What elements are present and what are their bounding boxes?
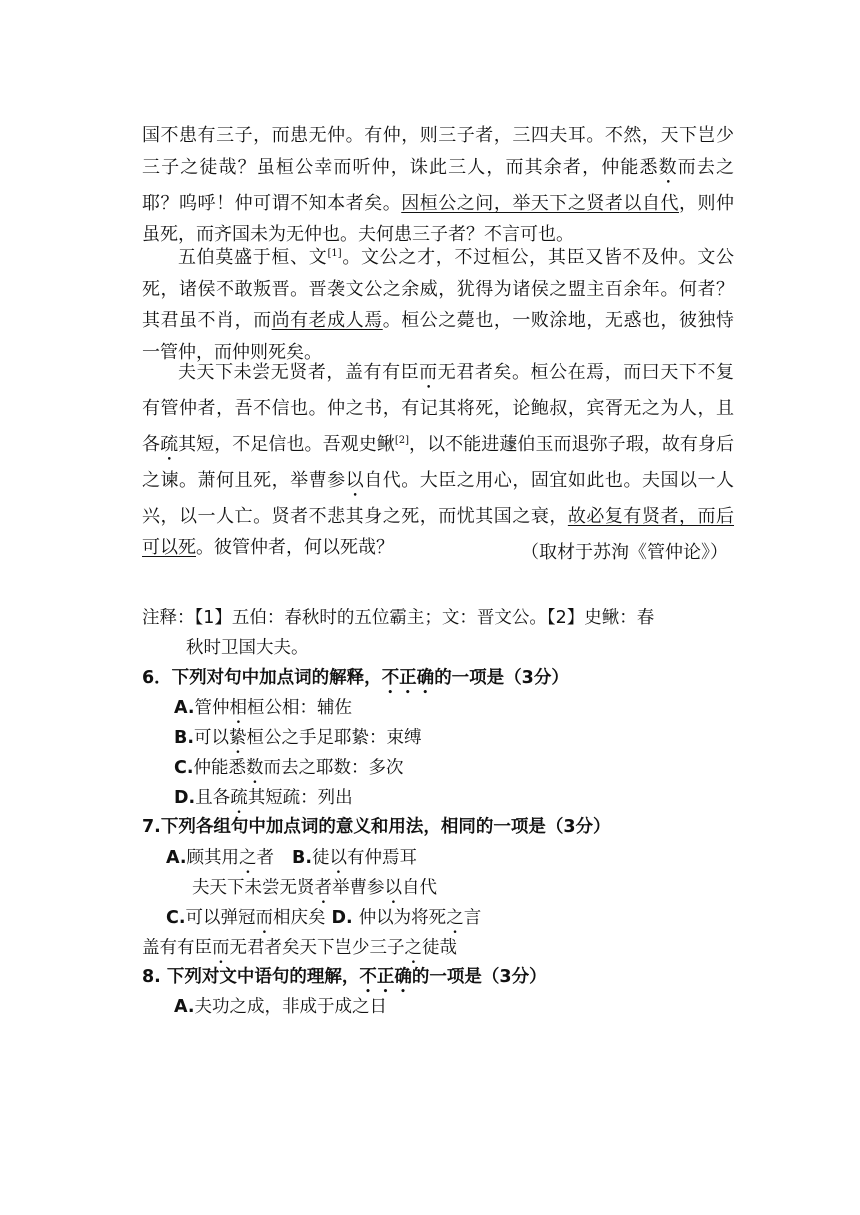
dotted-word: 而 <box>212 938 230 958</box>
text: 。文公之才，不过桓公，其臣又皆不及仲。文公死，诸侯不敢叛晋。晋袭文公之余威，犹得为诸侯之盟主百余年。何者？其君虽不肖，而 <box>142 247 735 332</box>
text: 自代。大臣之用心，固宜如此也。夫国以一人兴，以一人亡。贤者不悲其身之死，而忧其国之衰， <box>142 469 735 527</box>
text: 相庆矣 <box>273 908 326 928</box>
text: 桓公相：辅佐 <box>247 698 353 718</box>
text: 五伯莫盛于桓、文 <box>178 247 328 268</box>
text: 。彼管仲者，何以死哉？ <box>196 537 394 559</box>
dotted-word: 而 <box>255 908 273 928</box>
option-label: A. <box>174 997 195 1017</box>
question-7-stem <box>142 813 611 838</box>
dotted-word: 之 <box>239 848 257 868</box>
dotted-word: 之 <box>404 938 422 958</box>
footnote-marker: [1] <box>327 248 342 259</box>
underlined-sentence: 故必复有贤者，而后可以死 <box>142 505 735 559</box>
text: 无君者矣天下岂少三子 <box>229 938 405 958</box>
text: 徒哉 <box>422 938 457 958</box>
text: 盖有有臣 <box>142 938 212 958</box>
stem-text: 7.下列各组句中加点词的意义和用法，相同的一项是（3分） <box>142 817 611 837</box>
question-7-options-cd <box>166 904 481 938</box>
underlined-sentence: 尚有老成人焉 <box>271 310 383 332</box>
text: 顾其用 <box>186 848 240 868</box>
question-8-option-a <box>174 993 387 1018</box>
text: ，则仲虽死，而齐国未为无仲也。夫何患三子者？不言可也。 <box>142 192 735 246</box>
text: 而去之耶？呜呼！仲可谓不知本者矣。 <box>142 156 735 214</box>
text: 其短，不足信也。吾观史鳅 <box>178 433 395 455</box>
text: 其短疏：列出 <box>247 788 353 808</box>
option-label: B. <box>174 728 194 748</box>
dotted-word: 之 <box>446 908 464 928</box>
notes-line-2: 秋时卫国大夫。 <box>186 638 309 658</box>
text: 仲能悉 <box>193 758 246 778</box>
dotted-word: 以 <box>345 469 365 491</box>
passage-paragraph-1 <box>142 120 734 251</box>
text: 有仲焉耳 <box>347 848 418 868</box>
stem-text: 8. 下列对文中语句的理解， <box>142 967 360 987</box>
text: 而去之耶数：多次 <box>263 758 404 778</box>
dotted-word: 数 <box>658 156 678 178</box>
option-label: C. <box>174 758 194 778</box>
question-6-stem <box>142 664 569 698</box>
stem-text: 的一项是（3分） <box>434 668 569 688</box>
question-6-option-a <box>174 694 352 728</box>
dotted-word: 以 <box>384 878 402 898</box>
option-label: D. <box>331 908 353 928</box>
text: 。桓公之薨也，一败涂地，无惑也，彼独恃一管仲，而仲则死矣。 <box>142 310 735 364</box>
text: 且各 <box>195 788 231 808</box>
underlined-sentence: 因桓公之问，举天下之贤者以自代 <box>401 192 679 214</box>
passage-source: （取材于苏洵《管仲论》） <box>521 542 728 563</box>
option-label: C. <box>166 908 186 928</box>
question-7-options-ab <box>166 844 417 878</box>
question-8-stem <box>142 963 547 997</box>
option-label: B. <box>292 848 313 868</box>
text: 夫天下未尝无贤者，盖有有臣 <box>178 362 420 383</box>
text: 徒 <box>312 848 330 868</box>
text: ，以不能进蘧伯玉而退弥子瑕，故有身后之谏。萧何且死，举曹参 <box>142 433 735 491</box>
question-6-option-b <box>174 724 422 758</box>
question-7-options-ab-row2 <box>192 874 437 908</box>
option-label: A. <box>174 698 195 718</box>
stem-text: 6．下列对句中加点词的解释， <box>142 668 382 688</box>
text: 者 <box>256 848 275 868</box>
dotted-word: 不正确 <box>359 967 412 987</box>
text: 言 <box>463 908 482 928</box>
stem-text: 的一项是（3分） <box>411 967 547 987</box>
dotted-word: 以 <box>329 848 348 868</box>
text: 无君者矣。桓公在焉，而曰天下不复有管仲者，吾不信也。仲之书，有记其将死，论鲍叔，宾胥无之为人，且各 <box>142 362 735 455</box>
text: 管仲 <box>194 698 230 718</box>
dotted-word: 疏 <box>160 433 179 455</box>
option-label: A. <box>166 848 187 868</box>
dotted-word: 絷 <box>229 728 247 748</box>
text: 自代 <box>402 878 437 898</box>
notes-line-1: 注释：【1】五伯：春秋时的五位霸主；文：晋文公。【2】史鳅：春 <box>142 608 655 628</box>
text: 可以弹冠 <box>185 908 256 928</box>
passage-paragraph-3 <box>142 357 734 564</box>
footnote-marker: [2] <box>394 434 409 446</box>
text: 国不患有三子，而患无仲。有仲，则三子者，三四夫耳。不然，天下岂少三子之徒哉？虽桓公幸而听仲，诛此三人，而其余者，仲能悉 <box>142 125 734 178</box>
option-label: D. <box>174 788 196 808</box>
dotted-word: 者 <box>314 878 332 898</box>
text: 可以 <box>194 728 229 748</box>
passage-paragraph-2 <box>142 238 734 369</box>
question-6-option-c <box>174 754 404 788</box>
dotted-word: 不正确 <box>381 668 435 688</box>
text: 夫功之成，非成于成之日 <box>194 997 388 1017</box>
dotted-word: 相 <box>229 698 248 718</box>
dotted-word: 而 <box>419 362 438 383</box>
text: 桓公之手足耶絷：束缚 <box>246 728 422 748</box>
text: 仲以为将死 <box>358 908 447 928</box>
text: 举曹参 <box>332 878 385 898</box>
dotted-word: 数 <box>246 758 264 778</box>
dotted-word: 疏 <box>230 788 248 808</box>
text: 夫天下未尝无贤 <box>192 878 315 898</box>
